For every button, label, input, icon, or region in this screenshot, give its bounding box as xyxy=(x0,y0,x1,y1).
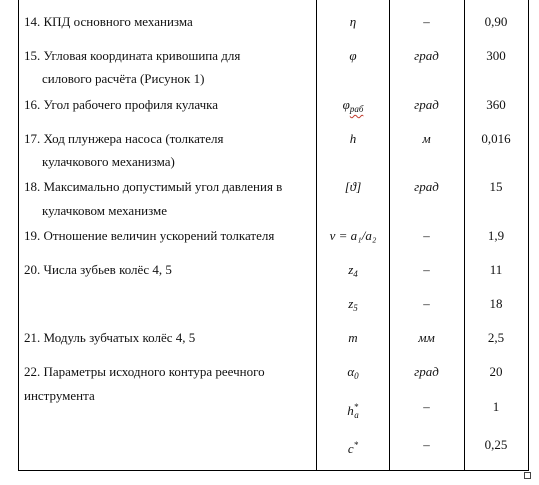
param-label-17: 17. Ход плунжера насоса (толкателя xyxy=(24,131,224,146)
symbol-20-z5: $z_5$ xyxy=(348,296,358,313)
value-18: 15 xyxy=(489,179,503,194)
symbol-19: ν = a₁/a₂ xyxy=(329,228,377,243)
table-border-right xyxy=(528,0,529,471)
param-label-20: 20. Числа зубьев колёс 4, 5 xyxy=(24,262,172,277)
unit-17: м xyxy=(422,131,431,146)
param-label-22: 22. Параметры исходного контура реечного xyxy=(24,364,265,379)
value-22-ha: 1 xyxy=(492,399,500,414)
symbol-20-z5-subscript: 5 xyxy=(353,303,358,313)
unit-22-alpha0: град xyxy=(414,364,439,379)
symbol-14: η xyxy=(349,14,357,29)
value-22-alpha0: 20 xyxy=(489,364,503,379)
table-border-bottom xyxy=(18,470,529,471)
unit-22-c: – xyxy=(423,437,430,452)
table-border-left xyxy=(18,0,19,471)
unit-20-z5: – xyxy=(423,296,430,311)
value-20-z5: 18 xyxy=(489,296,503,311)
symbol-18: [ϑ] xyxy=(344,179,362,194)
param-label-18: 18. Максимально допустимый угол давления в xyxy=(24,179,283,194)
column-divider-value xyxy=(464,0,465,471)
value-22-c: 0,25 xyxy=(484,437,508,452)
unit-21: мм xyxy=(418,330,435,345)
unit-15: град xyxy=(414,48,439,63)
unit-22-ha: – xyxy=(423,399,430,414)
unit-18: град xyxy=(414,179,439,194)
table-resize-handle[interactable] xyxy=(524,472,531,479)
unit-14: – xyxy=(423,14,430,29)
param-label-18-cont: кулачковом механизме xyxy=(42,203,168,218)
param-label-16: 16. Угол рабочего профиля кулачка xyxy=(24,97,219,112)
value-14: 0,90 xyxy=(484,14,508,29)
symbol-22-ha-superscript: * xyxy=(353,402,359,412)
param-label-15-cont: силового расчёта (Рисунок 1) xyxy=(42,71,205,86)
unit-19: – xyxy=(423,228,430,243)
symbol-22-ha: $h^*_a$ xyxy=(347,402,359,420)
param-label-14: 14. КПД основного механизма xyxy=(24,14,193,29)
symbol-20-z4: $z_4$ xyxy=(348,262,358,279)
param-label-15: 15. Угловая координата кривошипа для xyxy=(24,48,241,63)
symbol-17: h xyxy=(349,131,357,146)
symbol-22-alpha0: $\alpha_0$ xyxy=(347,364,359,381)
param-label-17-cont: кулачкового механизма) xyxy=(42,154,175,169)
symbol-22-alpha0-subscript: 0 xyxy=(354,371,359,381)
symbol-22-c-superscript: * xyxy=(353,440,359,450)
value-21: 2,5 xyxy=(487,330,505,345)
param-label-22-cont: инструмента xyxy=(24,388,95,403)
value-19: 1,9 xyxy=(487,228,505,243)
param-label-19: 19. Отношение величин ускорений толкателя xyxy=(24,228,275,243)
symbol-21: m xyxy=(348,330,358,345)
symbol-15: φ xyxy=(349,48,357,63)
symbol-22-c: c* xyxy=(347,440,359,456)
param-label-21: 21. Модуль зубчатых колёс 4, 5 xyxy=(24,330,196,345)
symbol-16: $\varphi_{раб}$ xyxy=(342,97,364,114)
symbol-20-z4-subscript: 4 xyxy=(353,269,358,279)
symbol-22-ha-subscript: a xyxy=(354,410,359,420)
value-15: 300 xyxy=(486,48,506,63)
unit-20-z4: – xyxy=(423,262,430,277)
symbol-16-subscript: раб xyxy=(349,104,364,114)
value-17: 0,016 xyxy=(481,131,511,146)
unit-16: град xyxy=(414,97,439,112)
value-20-z4: 11 xyxy=(489,262,503,277)
value-16: 360 xyxy=(486,97,506,112)
